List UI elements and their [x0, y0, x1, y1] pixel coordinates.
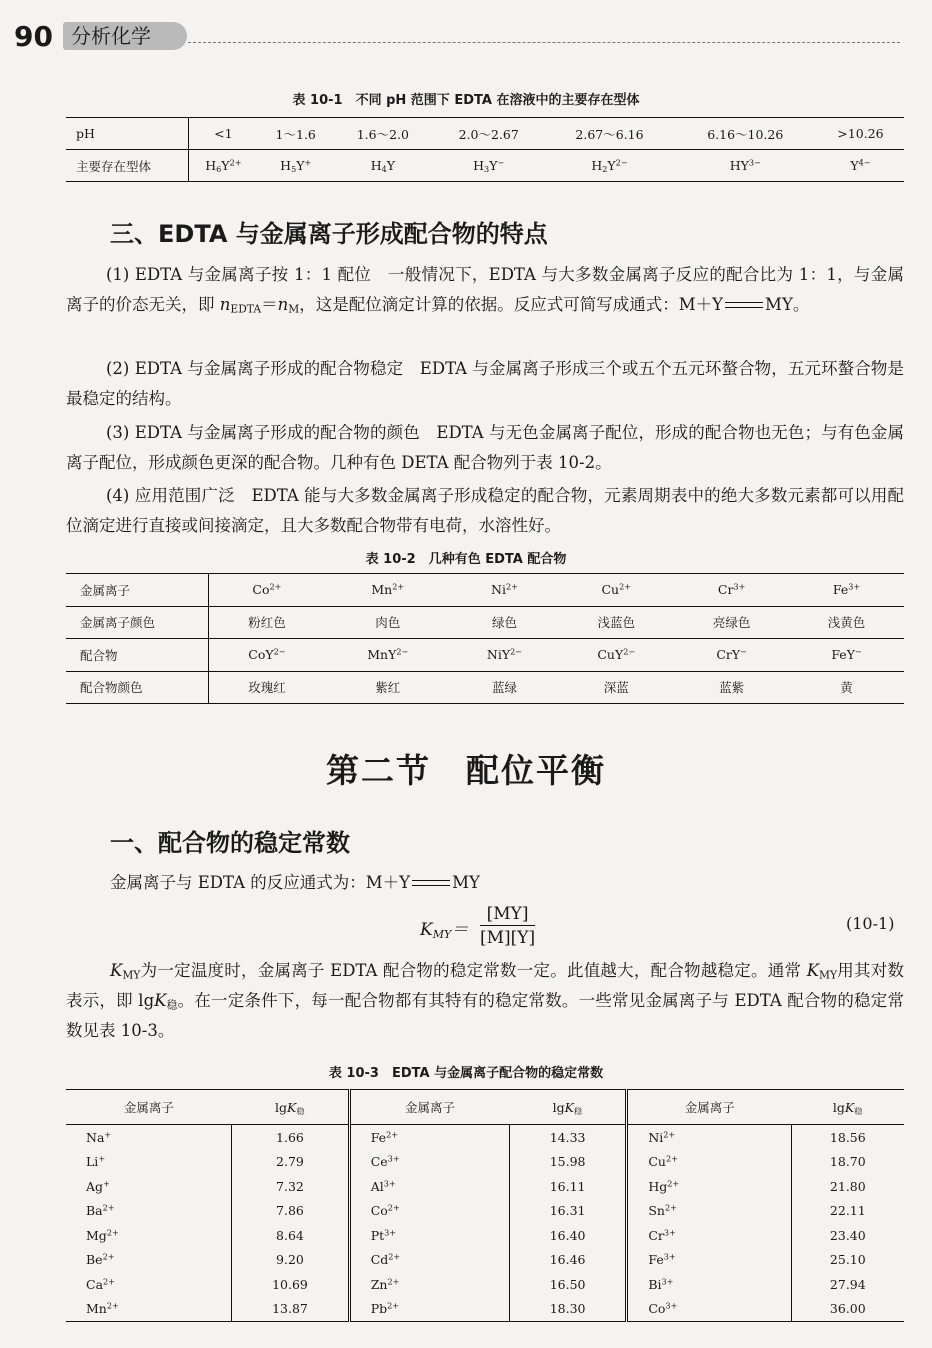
table3-ion-cell: $Cd^{2+}$: [349, 1248, 509, 1273]
formula-lhs: $K_{MY}=$: [420, 920, 469, 941]
table2-cell: 浅黄色: [789, 606, 904, 639]
table3-lgk-cell: 15.98: [509, 1150, 626, 1175]
table1-cell: $Y^{4-}$: [850, 157, 871, 173]
table1-cell: 2.0～2.67: [432, 118, 545, 150]
table3-row: [66, 1199, 904, 1224]
table3-header-row: [66, 1090, 904, 1125]
table2-cell: 蓝紫: [719, 680, 745, 696]
table2-cell: 深蓝: [603, 680, 629, 696]
table3-ion-cell: $Ce^{3+}$: [349, 1150, 509, 1175]
table3-lgk-cell: 27.94: [829, 1276, 866, 1292]
table3-lgk-cell: 1.66: [232, 1125, 349, 1150]
table3-ion-cell: $Ni^{2+}$: [627, 1125, 791, 1150]
table3-ion-cell: $Co^{3+}$: [627, 1297, 791, 1322]
table3-lgk-cell: 8.64: [232, 1223, 349, 1248]
table3-lgk-cell: 2.79: [232, 1150, 349, 1175]
section-title: 第二节 配位平衡: [326, 751, 606, 790]
table1-cell: 2.67～6.16: [545, 118, 673, 150]
table3-lgk-cell: 21.80: [829, 1178, 866, 1194]
table2-cell: 玫瑰红: [248, 680, 286, 696]
section3-paragraph-3: (3) EDTA 与金属离子形成的配合物的颜色 EDTA 与无色金属离子配位，形成的配合物也无色；与有色金属离子配位，形成颜色更深的配合物。几种有色 DETA 配合物列于表 10-2。: [66, 423, 904, 472]
formula-fraction: [480, 903, 535, 950]
table1: [66, 117, 904, 182]
table3-ion-cell: $Fe^{3+}$: [627, 1248, 791, 1273]
table3-ion-cell: $Be^{2+}$: [66, 1248, 232, 1273]
table1-cell: $H_2Y^{2-}$: [591, 157, 628, 175]
table3-row: [66, 1150, 904, 1175]
table2-cell: 亮绿色: [674, 606, 789, 639]
table1-caption: 表 10-1 不同 pH 范围下 EDTA 在溶液中的主要存在型体: [292, 93, 640, 108]
table3-header-lgk: lgK$_稳$: [232, 1090, 349, 1125]
table2-cell: CuY$^{2-}$: [558, 639, 674, 672]
table3-lgk-cell: 25.10: [829, 1252, 866, 1268]
table1-species-row: [66, 150, 904, 182]
table2-cell: FeY−: [789, 639, 904, 672]
table3-lgk-cell: 18.70: [829, 1154, 866, 1170]
book-title-tab: 分析化学: [63, 22, 187, 50]
table2-row: [66, 639, 904, 672]
table1-cell: >10.26: [817, 118, 904, 150]
table3-header-ion: 金属离子: [66, 1090, 232, 1125]
section3-paragraph-4: (4) 应用范围广泛 EDTA 能与大多数金属离子形成稳定的配合物，元素周期表中的绝大多数元素都可以用配位滴定进行直接或间接滴定，且大多数配合物带有电荷，水溶性好。: [66, 486, 904, 535]
table3-ion-cell: $Pt^{3+}$: [349, 1223, 509, 1248]
subsection1-paragraph: $K_{MY}$为一定温度时，金属离子 EDTA 配合物的稳定常数一定。此值越大，配合物越稳定。通常 $K_{MY}$用其对数表示，即 lgK$_稳$。在一定条件下，每一配合物都有其特有的稳定常数。一些常见金属离子与 EDTA 配合物的稳定常数见表 10-3。: [66, 961, 905, 1040]
table3-lgk-cell: 16.46: [509, 1248, 626, 1273]
table1-cell: 1～1.6: [258, 118, 334, 150]
table2-row: [66, 671, 904, 704]
table3-lgk-cell: 23.40: [829, 1227, 866, 1243]
table3-ion-cell: $Mn^{2+}$: [66, 1297, 232, 1322]
subsection1-intro: 金属离子与 EDTA 的反应通式为：M＋Y MY: [110, 873, 480, 892]
table2-cell: 肉色: [325, 606, 451, 639]
table3-row: [66, 1272, 904, 1297]
table1-cell: $HY^{3-}$: [729, 157, 761, 173]
table3-lgk-cell: 16.50: [509, 1272, 626, 1297]
table3-lgk-cell: 18.56: [829, 1129, 866, 1145]
table3-ion-cell: $Ba^{2+}$: [66, 1199, 232, 1224]
table1-cell: 6.16～10.26: [674, 118, 817, 150]
table3-lgk-cell: 16.11: [509, 1174, 626, 1199]
table1-cell: $H_6Y^{2+}$: [205, 157, 242, 175]
formula-denominator: [M][Y]: [480, 928, 536, 948]
table1-cell: $H_3Y^-$: [473, 157, 505, 175]
table3-ion-cell: Na+: [66, 1125, 232, 1150]
table3-lgk-cell: 7.32: [232, 1174, 349, 1199]
table3-ion-cell: $Cr^{3+}$: [627, 1223, 791, 1248]
table2: [66, 573, 904, 704]
table3-ion-cell: $Mg^{2+}$: [66, 1223, 232, 1248]
table2-cell: $Co^{2+}$: [209, 574, 325, 607]
table3-row: [66, 1174, 904, 1199]
subsection1-heading: 一、配合物的稳定常数: [110, 829, 350, 857]
table2-cell: 紫红: [375, 680, 401, 696]
table2-cell: 浅蓝色: [558, 606, 674, 639]
table3-row: [66, 1223, 904, 1248]
table3-ion-cell: $Sn^{2+}$: [627, 1199, 791, 1224]
table1-row-header: pH: [66, 118, 189, 150]
table2-row-header: 配合物颜色: [66, 671, 209, 704]
table2-cell: NiY$^{2-}$: [451, 639, 559, 672]
table3-lgk-cell: 13.87: [232, 1297, 349, 1322]
table2-cell: CrY−: [674, 639, 789, 672]
page-number: 90: [14, 20, 53, 53]
table2-row-header: 配合物: [66, 639, 209, 672]
table3-ion-cell: $Co^{2+}$: [349, 1199, 509, 1224]
table1-cell: $H_5Y^+$: [280, 157, 312, 175]
table3-row: [66, 1248, 904, 1273]
table2-caption: 表 10-2 几种有色 EDTA 配合物: [365, 552, 567, 567]
table3-row: [66, 1125, 904, 1150]
table2-cell: 绿色: [451, 606, 559, 639]
table2-row-header: 金属离子: [66, 574, 209, 607]
table3-lgk-cell: 7.86: [232, 1199, 349, 1224]
table2-cell: $Cu^{2+}$: [558, 574, 674, 607]
equation-number: (10-1): [846, 914, 895, 933]
table1-ph-row: [66, 118, 904, 150]
table3-lgk-cell: 16.40: [509, 1223, 626, 1248]
table3-ion-cell: $Al^{3+}$: [349, 1174, 509, 1199]
table3: [66, 1089, 904, 1322]
table3-lgk-cell: 16.31: [509, 1199, 626, 1224]
table3-header-ion: 金属离子: [627, 1090, 791, 1125]
section3-paragraph-2: (2) EDTA 与金属离子形成的配合物稳定 EDTA 与金属离子形成三个或五个五元环螯合物，五元环螯合物是最稳定的结构。: [66, 359, 904, 408]
table3-ion-cell: $Bi^{3+}$: [627, 1272, 791, 1297]
table3-lgk-cell: 18.30: [509, 1297, 626, 1322]
table3-lgk-cell: 22.11: [829, 1203, 866, 1219]
table3-ion-cell: $Fe^{2+}$: [349, 1125, 509, 1150]
table3-lgk-cell: 9.20: [232, 1248, 349, 1273]
table2-cell: $Cr^{3+}$: [674, 574, 789, 607]
table2-row: [66, 606, 904, 639]
table3-header-ion: 金属离子: [349, 1090, 509, 1125]
table3-ion-cell: $Cu^{2+}$: [627, 1150, 791, 1175]
table3-ion-cell: Ag+: [66, 1174, 232, 1199]
table3-caption: 表 10-3 EDTA 与金属离子配合物的稳定常数: [328, 1066, 604, 1081]
table2-cell: MnY$^{2-}$: [325, 639, 451, 672]
table3-header-lgk: lgK$_稳$: [791, 1090, 904, 1125]
table2-cell: 蓝绿: [492, 680, 518, 696]
table3-ion-cell: $Zn^{2+}$: [349, 1272, 509, 1297]
formula-numerator: [MY]: [480, 903, 535, 926]
table1-cell: $H_4Y$: [370, 158, 396, 175]
section3-heading: 三、EDTA 与金属离子形成配合物的特点: [110, 220, 548, 248]
table2-cell: 黄: [840, 680, 853, 696]
table3-lgk-cell: 10.69: [232, 1272, 349, 1297]
table2-row: [66, 574, 904, 607]
table2-cell: CoY$^{2-}$: [209, 639, 325, 672]
table2-cell: $Fe^{3+}$: [789, 574, 904, 607]
table3-ion-cell: $Pb^{2+}$: [349, 1297, 509, 1322]
table3-lgk-cell: 14.33: [509, 1125, 626, 1150]
table2-cell: 粉红色: [209, 606, 325, 639]
table2-cell: $Ni^{2+}$: [451, 574, 559, 607]
table3-lgk-cell: 36.00: [829, 1301, 866, 1317]
table3-header-lgk: lgK$_稳$: [509, 1090, 626, 1125]
table3-ion-cell: $Hg^{2+}$: [627, 1174, 791, 1199]
table1-row-header: 主要存在型体: [66, 150, 189, 182]
table3-ion-cell: Li+: [66, 1150, 232, 1175]
table2-row-header: 金属离子颜色: [66, 606, 209, 639]
table1-cell: 1.6～2.0: [334, 118, 432, 150]
section3-paragraph-1: (1) EDTA 与金属离子按 1：1 配位 一般情况下，EDTA 与大多数金属离子反应的配合比为 1：1，与金属离子的价态无关，即 $n_{EDTA}=n_M$，这是配位滴定计算的依据。反应式可简写成通式：M＋Y MY。: [66, 265, 904, 316]
table2-cell: $Mn^{2+}$: [325, 574, 451, 607]
header-rule: [188, 42, 900, 43]
table3-ion-cell: $Ca^{2+}$: [66, 1272, 232, 1297]
table3-row: [66, 1297, 904, 1322]
table1-cell: <1: [189, 118, 258, 150]
